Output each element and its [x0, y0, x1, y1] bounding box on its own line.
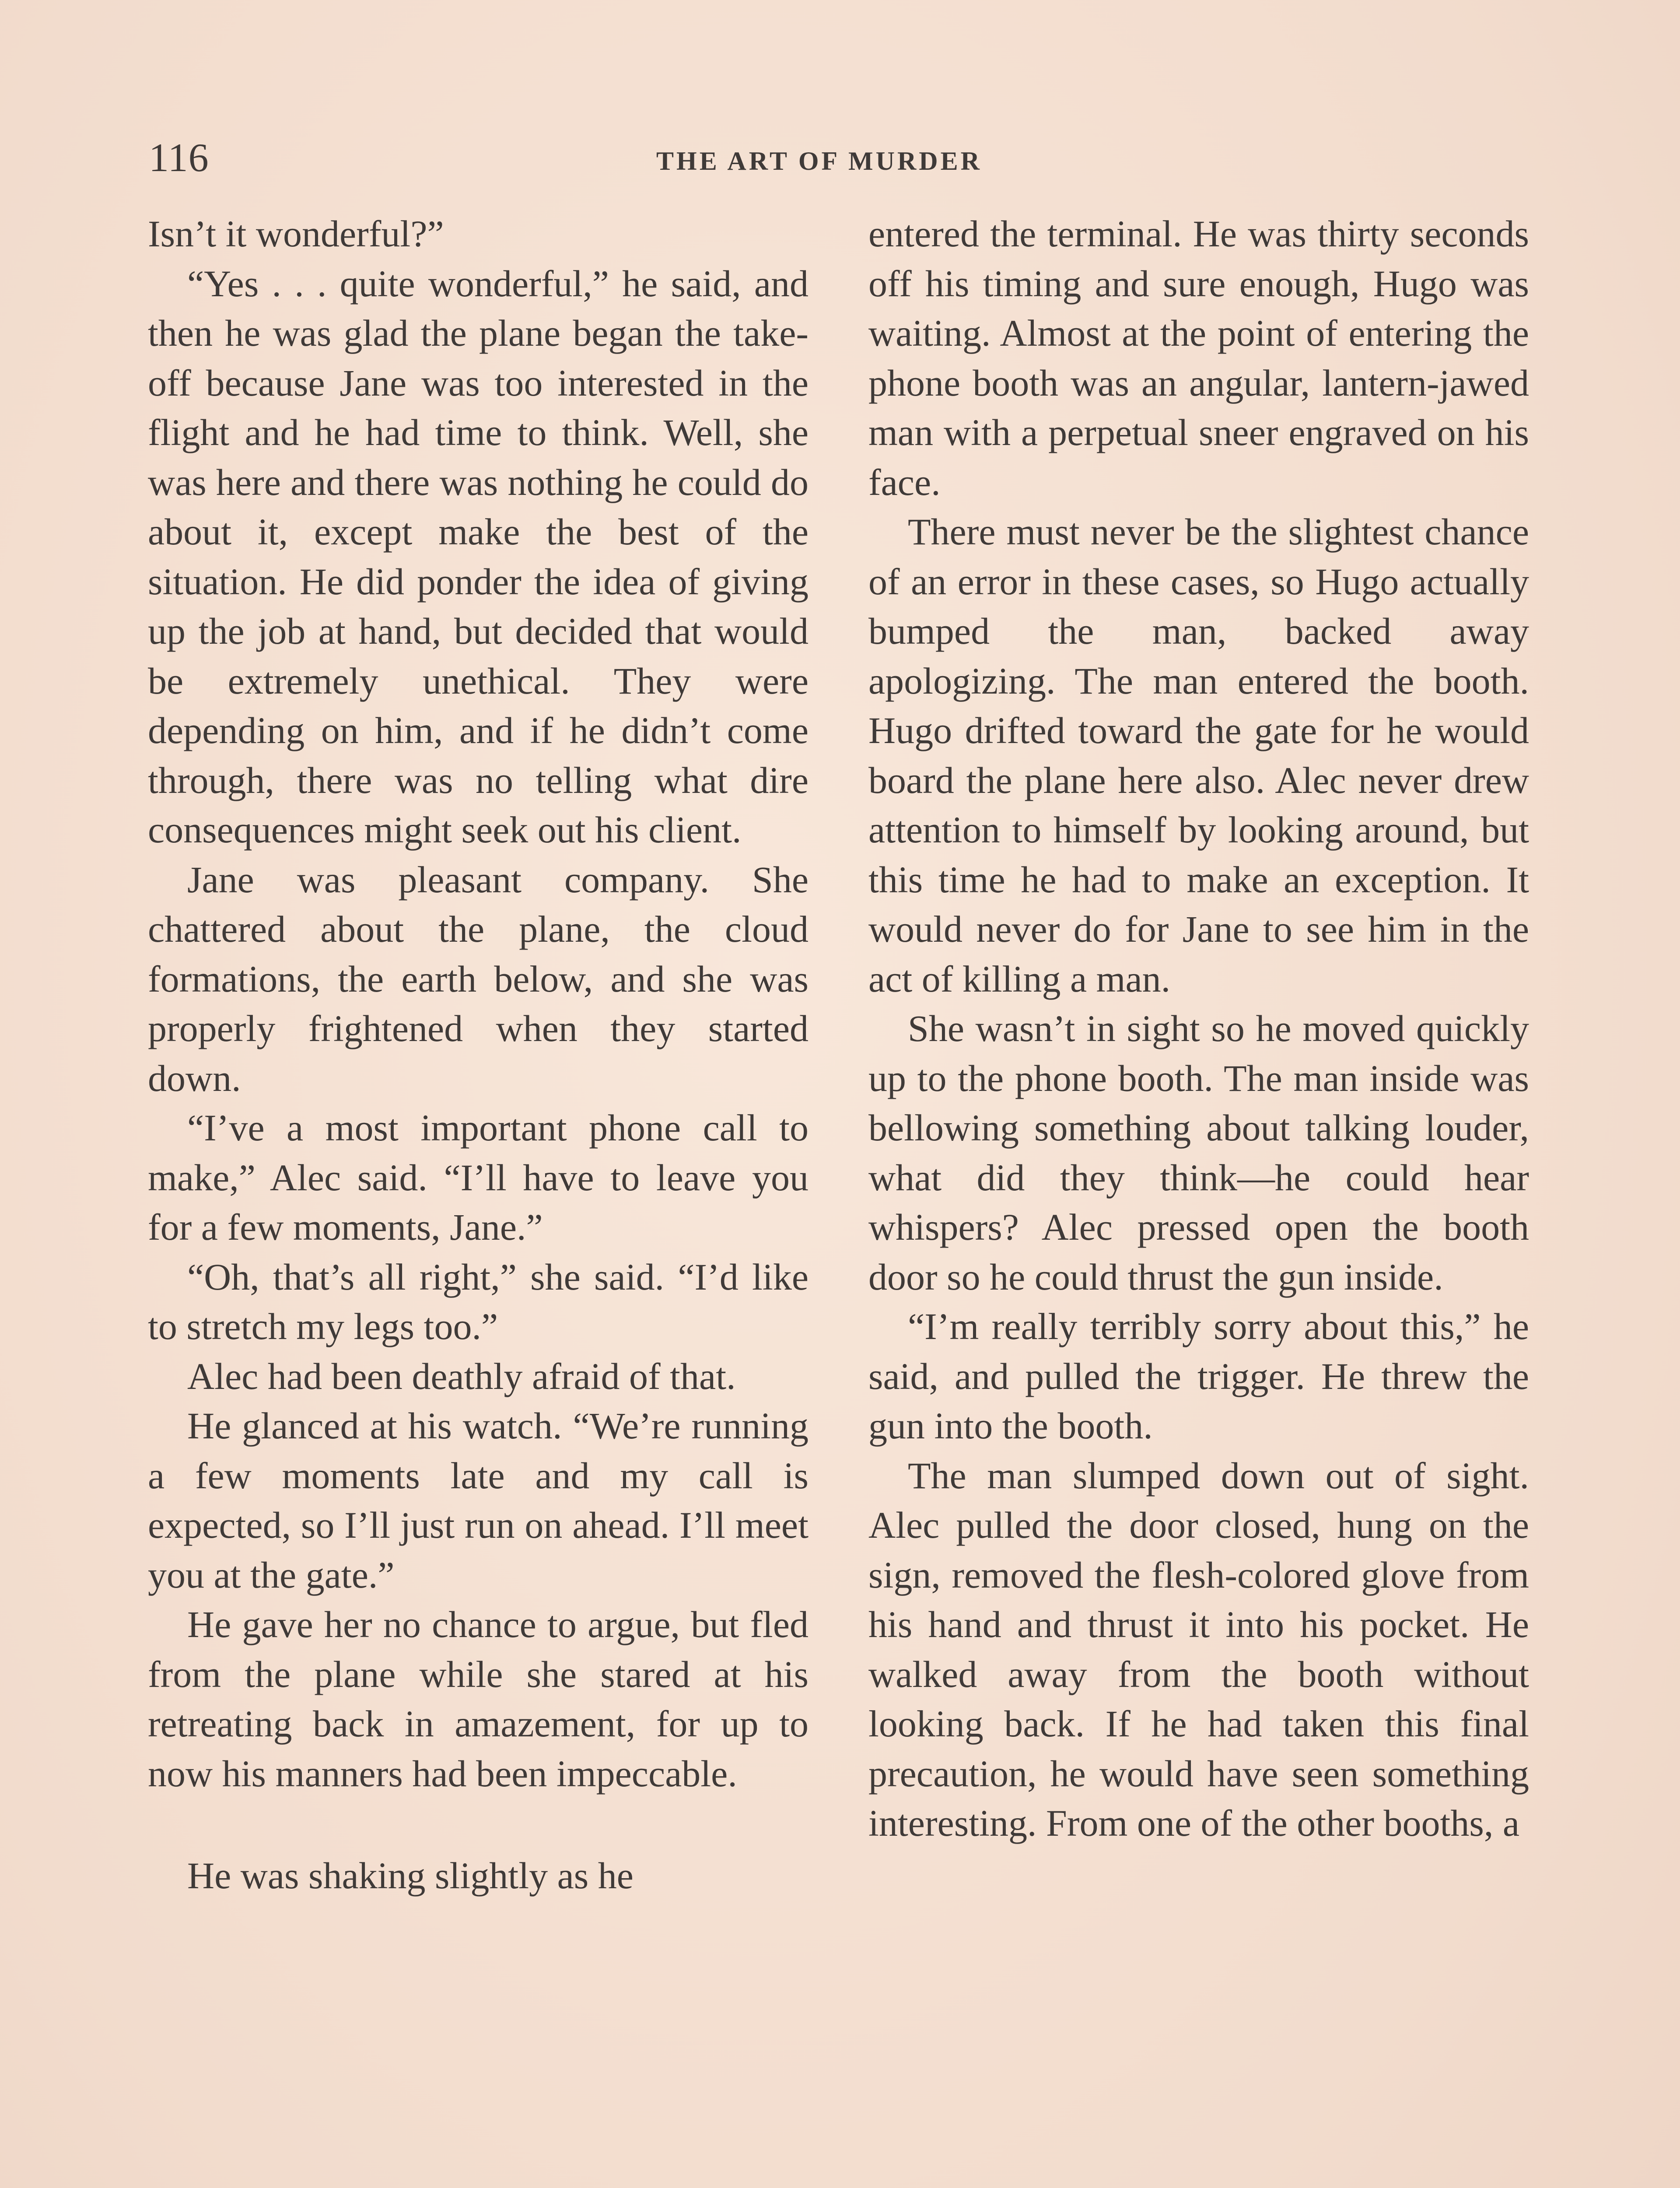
right-text-column — [868, 209, 1529, 1848]
paragraph: She wasn’t in sight so he moved quickly up to the phone booth. The man inside was bellowing something about talking louder, what did they think—he could hear whispers? Alec pressed open the booth door so he could thrust the gun inside. — [868, 1007, 1529, 1298]
paragraph: “Yes . . . quite wonderful,” he said, and then he was glad the plane began the take-off because Jane was too interested in the flight and he had time to think. Well, she was here and there was nothing he could do about it, except make the best of the situation. He did ponder the idea of giving up the job at hand, but decided that would be extremely unethical. They were depending on him, and if he didn’t come through, there was no telling what dire consequences might seek out his client. — [148, 262, 808, 851]
paragraph: “I’ve a most important phone call to make,” Alec said. “I’ll have to leave you for a few moments, Jane.” — [148, 1107, 808, 1248]
left-text-column — [148, 209, 808, 1901]
paragraph: entered the terminal. He was thirty seconds off his timing and sure enough, Hugo was waiting. Almost at the point of entering the phone booth was an angular, lantern-jawed man with a perpetual sneer engraved on his face. — [868, 213, 1529, 503]
paragraph: He was shaking slightly as he — [187, 1855, 634, 1897]
paragraph: There must never be the slightest chance of an error in these cases, so Hugo actually bumped the man, backed away apologizing. The man entered the booth. Hugo drifted toward the gate for he would board the plane here also. Alec never drew attention to himself by looking around, but this time he had to make an exception. It would never do for Jane to see him in the act of killing a man. — [868, 511, 1529, 1000]
paragraph: He glanced at his watch. “We’re running a few moments late and my call is expected, so I’ll just run on ahead. I’ll meet you at the gate.” — [148, 1405, 808, 1596]
paragraph: Jane was pleasant company. She chattered about the plane, the cloud formations, the earth below, and she was properly frightened when they started down. — [148, 858, 808, 1099]
paragraph: The man slumped down out of sight. Alec pulled the door closed, hung on the sign, removed the flesh-colored glove from his hand and thrust it into his pocket. He walked away from the booth without looking back. If he had taken this final precaution, he would have seen something interesting. From one of the other booths, a — [868, 1454, 1529, 1844]
paragraph: “Oh, that’s all right,” she said. “I’d like to stretch my legs too.” — [148, 1255, 808, 1347]
running-head-title: THE ART OF MURDER — [656, 147, 982, 175]
paragraph: Alec had been deathly afraid of that. — [187, 1355, 736, 1397]
paragraph: He gave her no chance to argue, but fled from the plane while she stared at his retreating back in amazement, for up to now his manners had been impeccable. — [148, 1603, 808, 1795]
paragraph: Isn’t it wonderful?” — [148, 213, 444, 255]
page-number: 116 — [149, 135, 209, 180]
paragraph: “I’m really terribly sorry about this,” he said, and pulled the trigger. He threw the gun into the booth. — [868, 1305, 1529, 1447]
page-header — [149, 131, 1531, 193]
